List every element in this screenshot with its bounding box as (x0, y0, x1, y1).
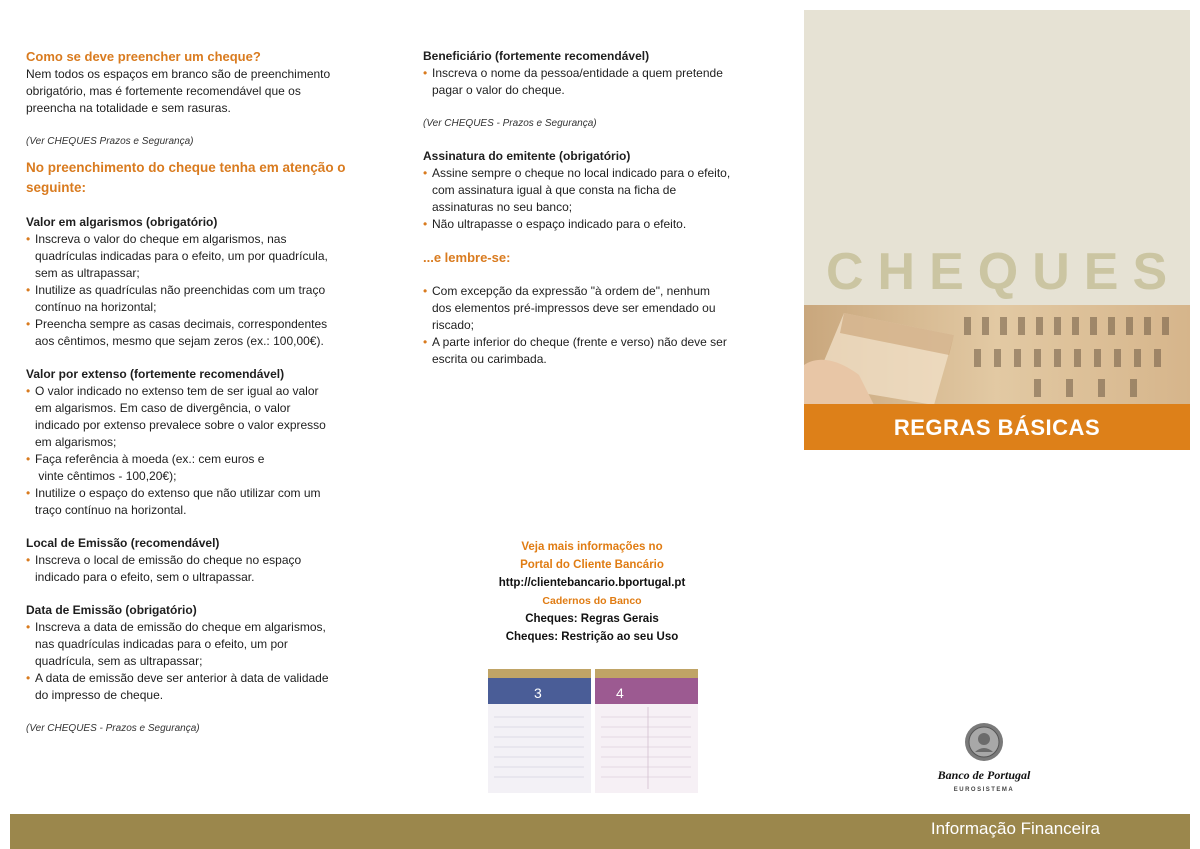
bullet-line: com assinatura igual à que consta na ficha de (432, 183, 677, 197)
bullet-item (26, 231, 371, 282)
bullet-line: vinte cêntimos - 100,20€); (35, 469, 177, 483)
bullet-item (26, 383, 371, 451)
cover-panel (804, 10, 1190, 450)
bullet-line: • Com excepção da expressão "à ordem de", nenhum (432, 284, 711, 298)
bullet-line: • Inscreva o valor do cheque em algarismos, nas (35, 232, 287, 246)
bullet-line: contínuo na horizontal; (35, 300, 157, 314)
section-heading: Local de Emissão (recomendável) (26, 536, 220, 550)
bullet-line: em algarismos; (35, 435, 117, 449)
bullet-item (26, 282, 371, 316)
bullet-line: • Faça referência à moeda (ex.: cem euros e (35, 452, 265, 466)
section-title: Como se deve preencher um cheque? (26, 49, 261, 64)
bullet-line: em algarismos. Em caso de divergência, o valor (35, 401, 291, 415)
bank-logo (934, 722, 1034, 793)
promo-line: Veja mais informações no (521, 541, 663, 553)
bullet-line: • Inscreva o local de emissão do cheque no espaço (35, 553, 302, 567)
bullet-line: • O valor indicado no extenso tem de ser igual ao valor (35, 384, 319, 398)
reference-note: (Ver CHEQUES Prazos e Segurança) (26, 136, 194, 147)
bullet-item (26, 451, 371, 485)
bullet-item (26, 670, 371, 704)
bullet-line: • A parte inferior do cheque (frente e verso) não deve ser (432, 335, 727, 349)
bullet-line: • Inscreva a data de emissão do cheque em algarismos, (35, 620, 326, 634)
bullet-line: nas quadrículas indicadas para o efeito, um por (35, 637, 288, 651)
bullet-item (423, 216, 768, 233)
portal-promo (478, 538, 706, 646)
section-heading: Assinatura do emitente (obrigatório) (423, 149, 631, 163)
bullet-item (26, 485, 371, 519)
booklet-cover-3[interactable] (488, 669, 591, 793)
footer-bar (10, 814, 1190, 849)
promo-line: Portal do Cliente Bancário (520, 559, 664, 571)
bullet-line: traço contínuo na horizontal. (35, 503, 187, 517)
bullet-line: • A data de emissão deve ser anterior à data de validade (35, 671, 329, 685)
footer-label: Informação Financeira (930, 819, 1100, 838)
booklet-number: 4 (616, 685, 624, 701)
booklet-thumbnails (488, 669, 698, 793)
cover-title: CHEQUES (826, 243, 1182, 301)
bullet-item (423, 65, 768, 99)
bullet-line: sem as ultrapassar; (35, 266, 140, 280)
bullet-line: aos cêntimos, mesmo que sejam zeros (ex.: 100,00€). (35, 334, 324, 348)
bullet-line: • Inutilize as quadrículas não preenchidas com um traço (35, 283, 326, 297)
bullet-line: riscado; (432, 318, 475, 332)
booklet-number: 3 (534, 685, 542, 701)
bullet-item (423, 283, 768, 334)
bullet-line: indicado para o efeito, sem o ultrapassar. (35, 570, 255, 584)
bullet-line: dos elementos pré-impressos deve ser emendado ou (432, 301, 716, 315)
intro-line: Nem todos os espaços em branco são de preenchimento (26, 67, 331, 81)
bullet-line: • Inscreva o nome da pessoa/entidade a quem pretende (432, 66, 723, 80)
bullet-item (26, 552, 371, 586)
section-heading: Beneficiário (fortemente recomendável) (423, 49, 650, 63)
intro-line: obrigatório, mas é fortemente recomendável que os (26, 84, 301, 98)
booklet-link-regras[interactable]: Cheques: Regras Gerais (525, 613, 659, 625)
bullet-item (423, 334, 768, 368)
intro-line: preencha na totalidade e sem rasuras. (26, 101, 231, 115)
bank-seal-icon (964, 722, 1004, 762)
bullet-line: • Preencha sempre as casas decimais, correspondentes (35, 317, 328, 331)
band-title: REGRAS BÁSICAS (893, 415, 1101, 440)
left-column (26, 48, 371, 737)
reference-note: (Ver CHEQUES - Prazos e Segurança) (26, 723, 200, 734)
bullet-item (423, 165, 768, 216)
bullet-item (26, 316, 371, 350)
bullet-line: assinaturas no seu banco; (432, 200, 573, 214)
subtitle-line: No preenchimento do cheque tenha em atenção o (26, 160, 346, 175)
remember-heading: ...e lembre-se: (423, 250, 511, 265)
subtitle-line: seguinte: (26, 180, 87, 195)
bullet-line: quadrículas indicadas para o efeito, um por quadrícula, (35, 249, 328, 263)
section-heading: Valor por extenso (fortemente recomendável) (26, 367, 285, 381)
bullet-item (26, 619, 371, 670)
bullet-line: • Inutilize o espaço do extenso que não utilizar com um (35, 486, 321, 500)
bank-subtitle: EUROSISTEMA (953, 787, 1015, 793)
bullet-line: escrita ou carimbada. (432, 352, 547, 366)
reference-note: (Ver CHEQUES - Prazos e Segurança) (423, 118, 597, 129)
booklet-cover-4[interactable] (595, 669, 698, 793)
portal-url-link[interactable]: http://clientebancario.bportugal.pt (498, 577, 686, 589)
bullet-line: quadrícula, sem as ultrapassar; (35, 654, 203, 668)
bullet-line: indicado por extenso prevalece sobre o valor expresso (35, 418, 326, 432)
bullet-line: • Assine sempre o cheque no local indicado para o efeito, (432, 166, 731, 180)
bank-name: Banco de Portugal (937, 768, 1031, 782)
middle-column (423, 48, 768, 368)
section-heading: Valor em algarismos (obrigatório) (26, 215, 218, 229)
bullet-line: pagar o valor do cheque. (432, 83, 565, 97)
bullet-line: • Não ultrapasse o espaço indicado para o efeito. (432, 217, 687, 231)
section-heading: Data de Emissão (obrigatório) (26, 603, 197, 617)
cheque-building-photo (804, 305, 1190, 405)
booklet-link-restricao[interactable]: Cheques: Restrição ao seu Uso (505, 631, 679, 643)
title-band (804, 404, 1190, 450)
promo-line: Cadernos do Banco (542, 595, 642, 607)
bullet-line: do impresso de cheque. (35, 688, 164, 702)
